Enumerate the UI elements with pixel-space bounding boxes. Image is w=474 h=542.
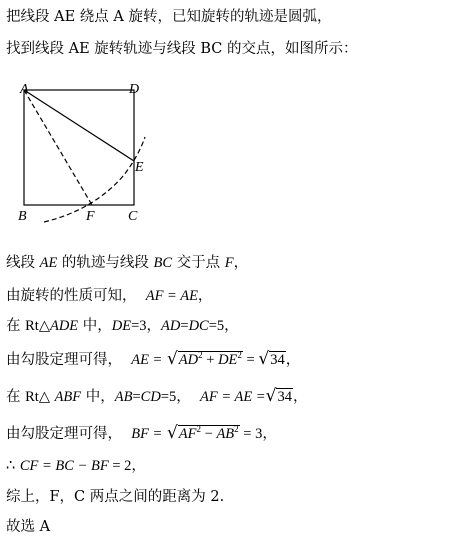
value: = 3， [239,426,277,442]
exponent: 2 [198,350,203,360]
label-a: A [20,82,29,97]
label-b: B [18,209,27,224]
sqrt-34: √34 [265,386,292,406]
exponent: 2 [196,424,202,434]
solution-line-4 [6,350,300,369]
problem-line-1: 把线段 AE 绕点 A 旋转，已知旋转的轨迹是圆弧， [6,9,332,25]
text: 交于点 [172,255,225,271]
radicand: 34 [277,389,292,405]
solution-line-6 [6,424,277,443]
var-ae: AE [39,255,58,271]
radicand: 34 [270,352,285,368]
therefore-symbol: ∴ [6,458,20,474]
value: =3， [131,318,162,334]
exponent: 2 [237,350,242,360]
var-f: F [224,255,234,271]
var: DE [218,352,238,368]
text: 在 [6,389,26,405]
operator: = [242,352,259,368]
text: 中， [78,318,112,334]
sqrt-expression: $√AD^2 + DE^2$ [166,349,242,369]
segment-af-dashed [24,90,92,205]
math-lhs: AE = [131,352,163,368]
text: 由勾股定理可得， [6,352,122,368]
equation-cf: CF = BC − BF [19,458,109,474]
solution-line-3 [6,317,239,335]
solution-line-1 [6,254,248,272]
value: = [180,318,189,334]
triangle-symbol: △ [38,389,55,405]
equation-af-ae: AF = AE [145,288,198,304]
text: 在 [6,318,26,334]
var-de: DE [111,318,132,334]
text: ， [233,255,249,271]
var-ab: AB [114,389,133,405]
solution-line-5 [6,387,307,406]
var-cd: CD [140,389,161,405]
solution-line-7 [6,457,146,475]
solution-line-9: 故选 A [6,519,51,535]
math-lhs: BF = [131,426,163,442]
text: 由勾股定理可得， [6,426,122,442]
text: 线段 [6,255,40,271]
var-ad: AD [161,318,181,334]
text: ， [197,288,213,304]
label-e: E [135,160,144,175]
value: =5， [160,389,191,405]
text: ， [285,352,301,368]
rt-label: Rt [25,318,39,334]
var-dc: DC [188,318,209,334]
var: AB [216,426,235,442]
exponent: 2 [234,424,239,434]
triangle-symbol: △ [38,318,50,334]
var-abf: ABF [54,389,82,405]
label-d: D [129,82,140,97]
sqrt-34: √34 [258,349,285,369]
geometry-figure [14,80,164,230]
equation-af-ae: AF = AE = [199,389,266,405]
text: ， [292,389,308,405]
label-c: C [128,209,138,224]
operator: − [201,426,217,442]
square-abcd [24,90,134,205]
solution-line-2 [6,287,212,305]
value: =5， [208,318,239,334]
problem-line-2: 找到线段 AE 旋转轨迹与线段 BC 的交点，如图所示： [6,41,358,57]
text: 由旋转的性质可知， [6,288,137,304]
var-ade: ADE [49,318,79,334]
label-f: F [86,209,95,224]
var-bc: BC [153,255,173,271]
var: AF [178,426,197,442]
text: 中， [81,389,115,405]
value: = 2， [108,458,146,474]
operator: + [202,352,219,368]
text: 的轨迹与线段 [57,255,154,271]
solution-line-8: 综上，F，C 两点之间的距离为 2. [6,489,225,505]
sqrt-expression: $√AF^2 - AB^2$ [166,423,239,443]
segment-ae [24,90,134,161]
rt-label: Rt [25,389,39,405]
value: = [132,389,141,405]
var: AD [178,352,199,368]
